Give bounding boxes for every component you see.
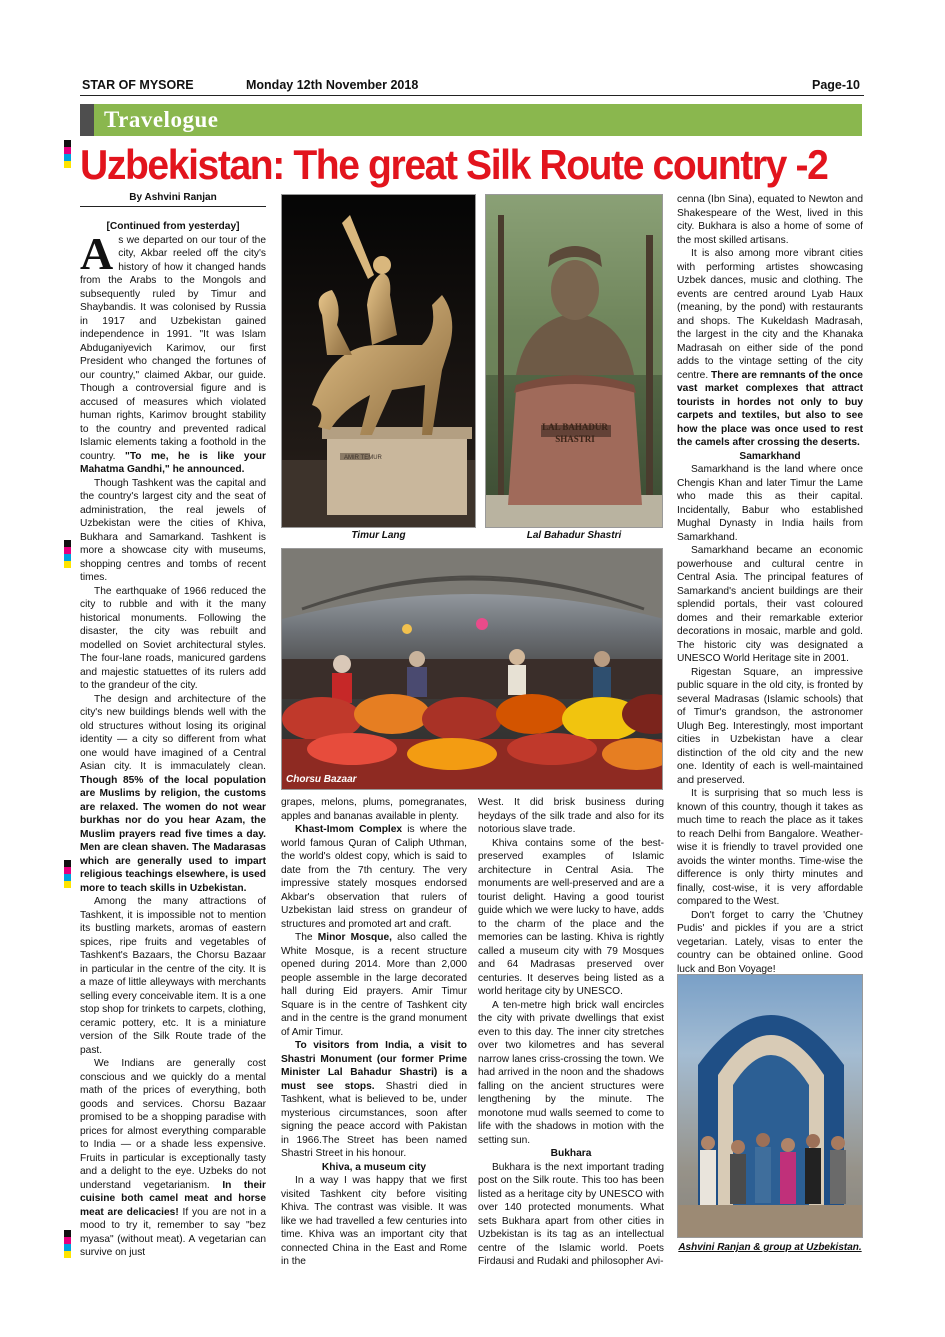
timur-statue-illustration	[282, 195, 476, 528]
header-rule	[80, 95, 864, 96]
paragraph: As we departed on our tour of the city, Akbar reeled off the city's history of how it changed hands from the Arabs to the Mongols and subsequently ruled by Timur and Shaybandis. It was colonised by Russia in 1917 and Uzbekistan gained independence in 1991. "It was Islam Abduganiyevich Karimov, our first President who changed the fortunes of our country," claimed Akbar, our guide. Though a controversial figure and is accused of measures which violated human rights, Karimov brought stability to the country and prevented radical Islamic elements taking a foothold in the country. "To me, he is like your Mahatma Gandhi," he announced.	[80, 227, 266, 475]
paragraph: cenna (Ibn Sina), equated to Newton and Shakespeare of the West, lived in this city. Bukhara is also a home of some of the most skilled artisans.	[677, 194, 863, 246]
article-column-1	[80, 220, 266, 1260]
section-band	[80, 104, 862, 136]
paragraph: West. It did brisk business during heydays of the silk trade and also for its notorious slave trade.	[478, 797, 664, 835]
article-column-4	[677, 193, 863, 976]
paragraph: Samarkhand became an economic powerhouse and cultural centre in Central Asia. The principal features of Samarkand's ancient buildings are their splendid portals, their vast coloured domes and their remarkable exterior decorations in mosaic, marble and gold. The historic city was designated a UNESCO World Heritage site in 2001.	[677, 545, 863, 664]
byline: By Ashvini Ranjan	[129, 192, 217, 203]
paragraph: Though Tashkent was the capital and the country's largest city and the seat of administration, the real jewels of Uzbekistan were the cities of Khiva, Bukhara and Samarkand. Tashkent is more a showcase city with museums, shopping centres and tombs of recent times.	[80, 477, 266, 583]
photo-caption: Timur Lang	[351, 530, 406, 541]
color-registration-mark	[64, 1230, 71, 1258]
continued-note: [Continued from yesterday]	[106, 221, 240, 232]
subheading: Khiva, a museum city	[321, 1161, 427, 1173]
paragraph: A ten-metre high brick wall encircles the city with private dwellings that exist even to this day. The inner city stretches over two kilometres and has several narrow lanes criss-crossing the town. We had arrived in the noon and the shadows falling on the ancient structures were lengthening by the minute. The monotone mud walls seemed to come to life with the shadows in motion with the setting sun.	[478, 999, 664, 1146]
shastri-bust-illustration	[486, 195, 663, 528]
color-registration-mark	[64, 540, 71, 568]
paragraph: In a way I was happy that we first visited Tashkent city before visiting Khiva. The contrast was visible. It was like we had travelled a few centuries into time. Khiva was an important city that connected China in the East and Rome in the	[281, 1175, 467, 1267]
paragraph: Samarkhand is the land where once Chengis Khan and later Timur the Lame who made this as their capital. Incidentally, Babur who established Mughal Dynasty in India hails from Samarkhand.	[677, 464, 863, 543]
paragraph: We Indians are generally cost conscious and we quickly do a mental math of the prices of everything, both goods and services. Chorsu Bazaar promised to be a shopping paradise with prices for almost everything comparable to India — or a shade less expensive. Fruits in particular is exceptionally tasty and a delight to the eye. Uzbeks do not understand vegetarianism. In their cuisine both camel meat and horse meat are delicacies! If you are not in a mood to try it, remember to say "bez myasa" (without meat). A vegetarian can survive on just	[80, 1058, 266, 1258]
paragraph: Rigestan Square, an impressive public square in the old city, is fronted by several Madrasas (Islamic schools) that of Timur's grandson, the astronomer Ulugh Beg. Interestingly, most important cities in Uzbekistan have a clear distinction of the old city and the new one. Identity of each is well-maintained and preserved.	[677, 666, 863, 786]
paragraph: Bukhara is the next important trading post on the Silk route. This too has been listed as a heritage city by UNESCO with over 140 protected monuments. What sets Bukhara apart from other cities in Uzbekistan is its tag as an intellectual centre of the Islamic world. Poets Firdausi and Rudaki and philosopher Avi-	[478, 1161, 664, 1267]
paragraph: Khast-Imom Complex is where the world famous Quran of Caliph Uthman, the world's oldest copy, which is said to date from the 7th century. The very impressive stately mosques endorsed Akbar's observation that rulers of Uzbekistan laid stress on grandeur of structures and promoted art and craft.	[281, 824, 467, 930]
paragraph: It is also among more vibrant cities with performing artistes showcasing Uzbek dances, music and clothing. The events are centred around Lyab Haux (meaning, by the pond) with restaurants and shops. The Kukeldash Madrasah, the largest in the city and the Khanaka Madrasah on either side of the pond adds to the vintage setting of the city centre. There are remnants of the once vast market complexes that attract tourists in hordes not only to buy carpets and textiles, but also to see how the place was once used to rest the camels after crossing the deserts.	[677, 248, 863, 448]
drop-cap: A	[80, 227, 114, 279]
bazaar-illustration	[282, 549, 663, 790]
article-column-3	[478, 796, 664, 1269]
photo-caption: Lal Bahadur Shastri	[526, 530, 622, 541]
paragraph: To visitors from India, a visit to Shastri Monument (our former Prime Minister Lal Bahadur Shastri) is a must see stops. Shastri died in Tashkent, what is believed to be, under mysterious circumstances, soon after signing the peace accord with Pakistan in 1966.The Street has been named Shastri Street in his honour.	[281, 1040, 467, 1159]
paragraph: The Minor Mosque, also called the White Mosque, is a recent structure opened during 2014. More than 2,000 people assemble in the large decorated hall during Eid prayers. Amir Timur Square is in the centre of Tashkent city and in the centre is the grand monument of Amir Timur.	[281, 932, 467, 1038]
group-illustration	[678, 975, 863, 1238]
statue-inscription: AMIR TEMUR	[344, 455, 382, 461]
photo-caption: Ashvini Ranjan & group at Uzbekistan.	[678, 1242, 862, 1253]
paragraph: Among the many attractions of Tashkent, it is impossible not to mention its bustling markets, aromas of eastern spices, ripe fruits and vegetables of Tashkent's Bazaars, the Chorsu Bazaar in particular in the centre of the city. It is a maze of little alleyways with merchants selling every conceivable item. It is a one stop shop for trinkets to carpets, clothing, ceramic pottery, etc. It is a miniature version of the Silk Route trade of the past.	[80, 896, 266, 1056]
paragraph: The design and architecture of the city's new buildings blends well with the old structures without losing its original identity — a city so different from what one would have imagined of a Central Asian city. It is immaculately clean. Though 85% of the local population are Muslims by religion, the customs are relaxed. The women do not wear burkhas nor do you hear Azam, the Muslim prayers read five times a day. Men are clean shaven. The Madarasas which are generally used to impart religious teachings elsewhere, is used more to teach skills in Uzbekistan.	[80, 693, 266, 894]
bust-plaque: LAL BAHADUR SHASTRI	[542, 422, 608, 444]
section-label: Travelogue	[104, 107, 219, 132]
group-photo	[677, 974, 863, 1238]
paragraph: The earthquake of 1966 reduced the city to rubble and with it the many historical monuments. Following the disaster, the city was rebuilt and modelled on Soviet architectural styles. The four-lane roads, manicured gardens and majestic statuettes of its rulers add to the grandeur of the city.	[80, 585, 266, 691]
paragraph: Don't forget to carry the 'Chutney Pudis' and pickles if you are a strict vegetarian. Lately, visas to enter the country can be obtained online. Good luck and Bon Voyage!	[677, 909, 863, 975]
shastri-bust-photo	[485, 194, 663, 528]
page-number: Page-10	[812, 78, 860, 92]
chorsu-bazaar-photo	[281, 548, 663, 790]
issue-date: Monday 12th November 2018	[246, 78, 419, 92]
newspaper-name: STAR OF MYSORE	[82, 78, 194, 92]
headline: Uzbekistan: The great Silk Route country -2	[80, 141, 828, 188]
paragraph: Khiva contains some of the best-preserved examples of Islamic architecture in Central Asia. The monuments are well-preserved and are a tourist delight. Having a good tourist guide which we were lucky to have, adds to the charm of the place and the memories can be lasting. Khiva is rightly called a museum city with 79 Mosques and 64 Madrasas preserved over centuries. It deserves being listed as a world heritage city by UNESCO.	[478, 837, 664, 997]
paragraph: It is surprising that so much less is known of this country, though it takes as much time to reach the place as it takes to reach Delhi from Bangalore. Weather-wise it is friendly to travel provided one avoids the winter months. Time-wise the difference is only thirty minutes and finally, cost-wise, it is very affordable compared to the West.	[677, 788, 863, 907]
color-registration-mark	[64, 140, 71, 168]
photo-caption-overlay: Chorsu Bazaar	[286, 774, 357, 785]
article-column-2	[281, 796, 467, 1269]
subheading: Bukhara	[550, 1148, 592, 1159]
subheading: Samarkhand	[739, 450, 801, 462]
byline-rule	[80, 206, 266, 207]
paragraph: grapes, melons, plums, pomegranates, apples and bananas available in plenty.	[281, 797, 467, 822]
timur-statue-photo	[281, 194, 476, 528]
color-registration-mark	[64, 860, 71, 888]
